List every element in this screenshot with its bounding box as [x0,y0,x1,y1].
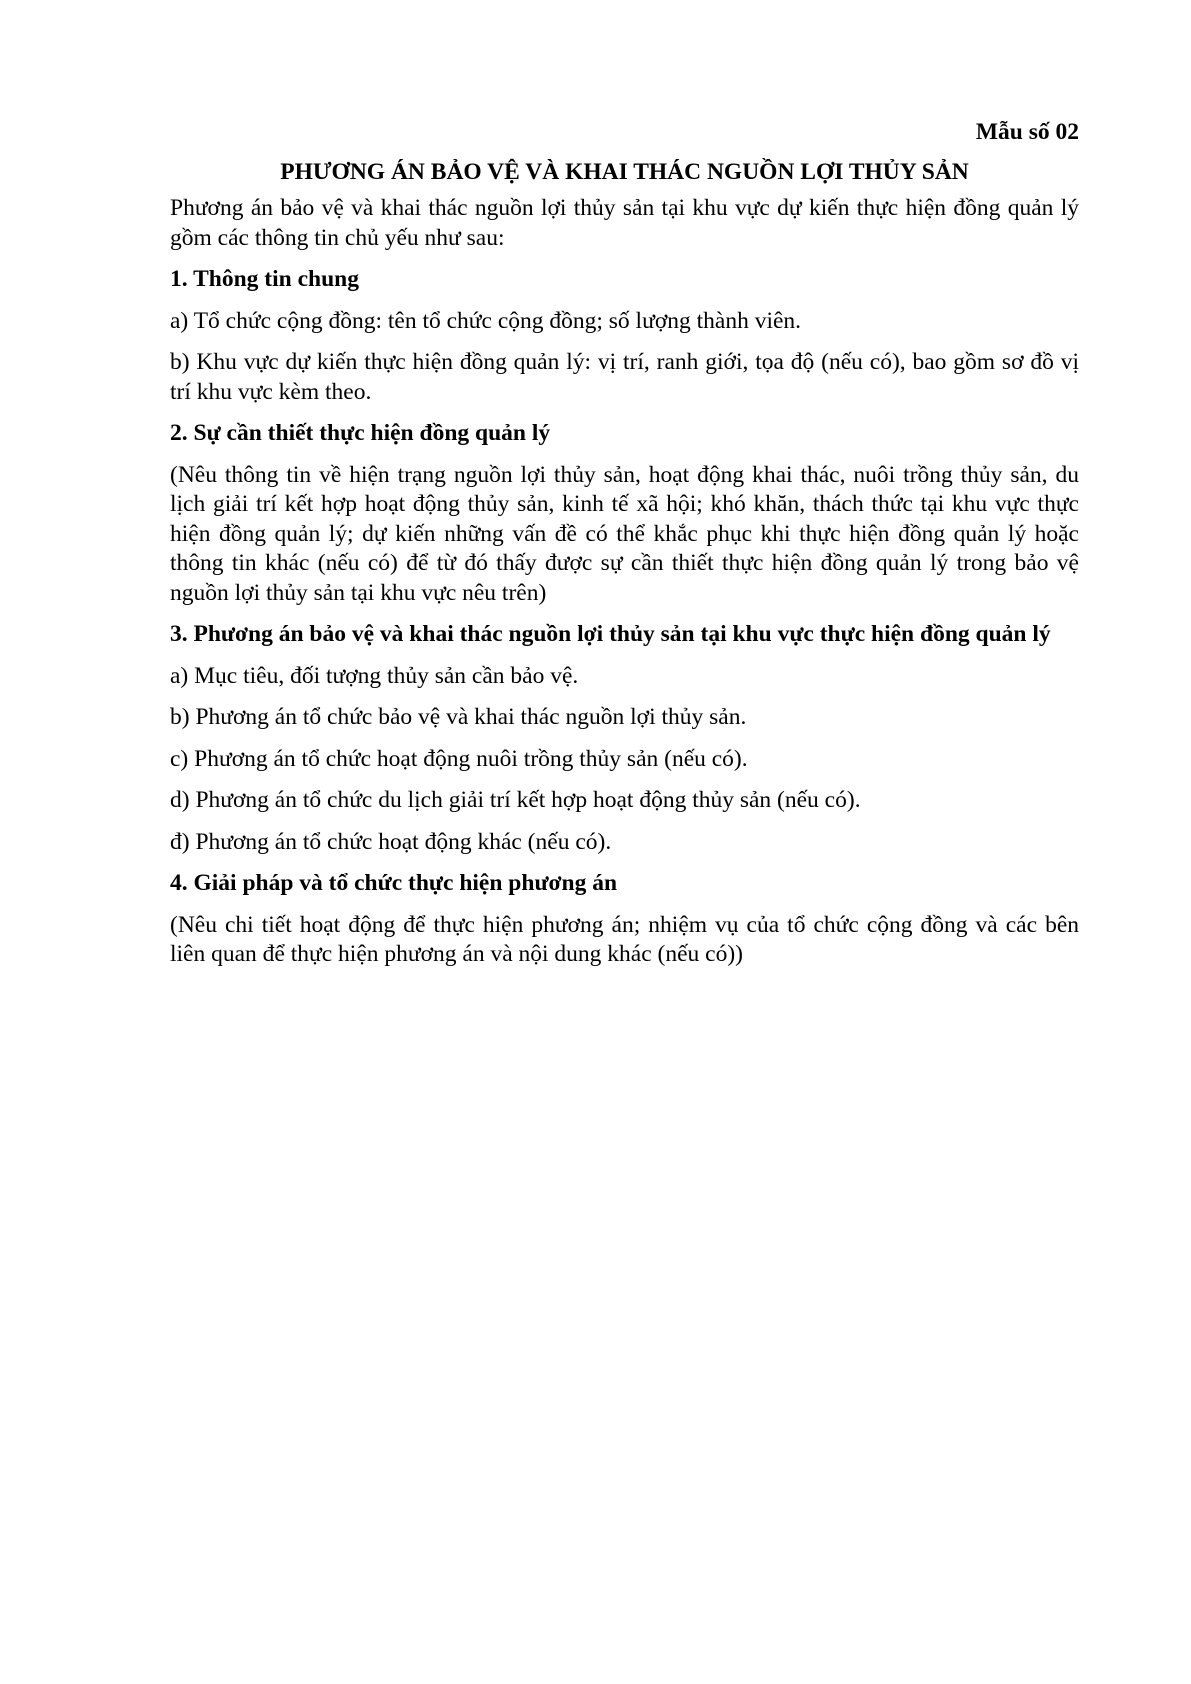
section-paragraph: b) Phương án tổ chức bảo vệ và khai thác nguồn lợi thủy sản. [170,704,747,730]
section-protection-plan [170,620,1079,857]
section-necessity [170,419,1079,608]
section-paragraph: (Nêu thông tin về hiện trạng nguồn lợi thủy sản, hoạt động khai thác, nuôi trồng thủy sản, du lịch giải trí kết hợp hoạt động thủy sản, kinh tế xã hội; khó khăn, thách thức tại khu vực thực hiện đồng quản lý; dự kiến những vấn đề có thể khắc phục khi thực hiện đồng quản lý hoặc thông tin khác (nếu có) để từ đó thấy được sự cần thiết thực hiện đồng quản lý trong bảo vệ nguồn lợi thủy sản tại khu vực nêu trên) [170,461,1079,606]
section-paragraph: b) Khu vực dự kiến thực hiện đồng quản lý: vị trí, ranh giới, tọa độ (nếu có), bao gồm sơ đồ vị trí khu vực kèm theo. [170,349,1079,405]
section-implementation [170,869,1079,970]
section-paragraph: (Nêu chi tiết hoạt động để thực hiện phương án; nhiệm vụ của tổ chức cộng đồng và các bên liên quan để thực hiện phương án và nội dung khác (nếu có)) [170,911,1079,967]
section-heading: 1. Thông tin chung [170,266,359,292]
section-heading: 3. Phương án bảo vệ và khai thác nguồn lợi thủy sản tại khu vực thực hiện đồng quản lý [170,621,1051,647]
section-general-info [170,265,1079,407]
section-paragraph: c) Phương án tổ chức hoạt động nuôi trồng thủy sản (nếu có). [170,745,748,772]
section-heading: 2. Sự cần thiết thực hiện đồng quản lý [170,420,551,446]
section-heading: 4. Giải pháp và tổ chức thực hiện phương án [170,870,618,896]
document-title: PHƯƠNG ÁN BẢO VỆ VÀ KHAI THÁC NGUỒN LỢI THỦY SẢN [280,158,969,185]
section-paragraph: a) Tổ chức cộng đồng: tên tổ chức cộng đồng; số lượng thành viên. [170,307,802,334]
intro-paragraph: Phương án bảo vệ và khai thác nguồn lợi thủy sản tại khu vực dự kiến thực hiện đồng quản lý gồm các thông tin chủ yếu như sau: [170,195,1079,251]
section-paragraph: d) Phương án tổ chức du lịch giải trí kết hợp hoạt động thủy sản (nếu có). [170,787,861,813]
section-paragraph: đ) Phương án tổ chức hoạt động khác (nếu có). [170,828,612,855]
document-page [170,118,1079,982]
form-number: Mẫu số 02 [975,119,1079,145]
section-paragraph: a) Mục tiêu, đối tượng thủy sản cần bảo vệ. [170,662,579,689]
